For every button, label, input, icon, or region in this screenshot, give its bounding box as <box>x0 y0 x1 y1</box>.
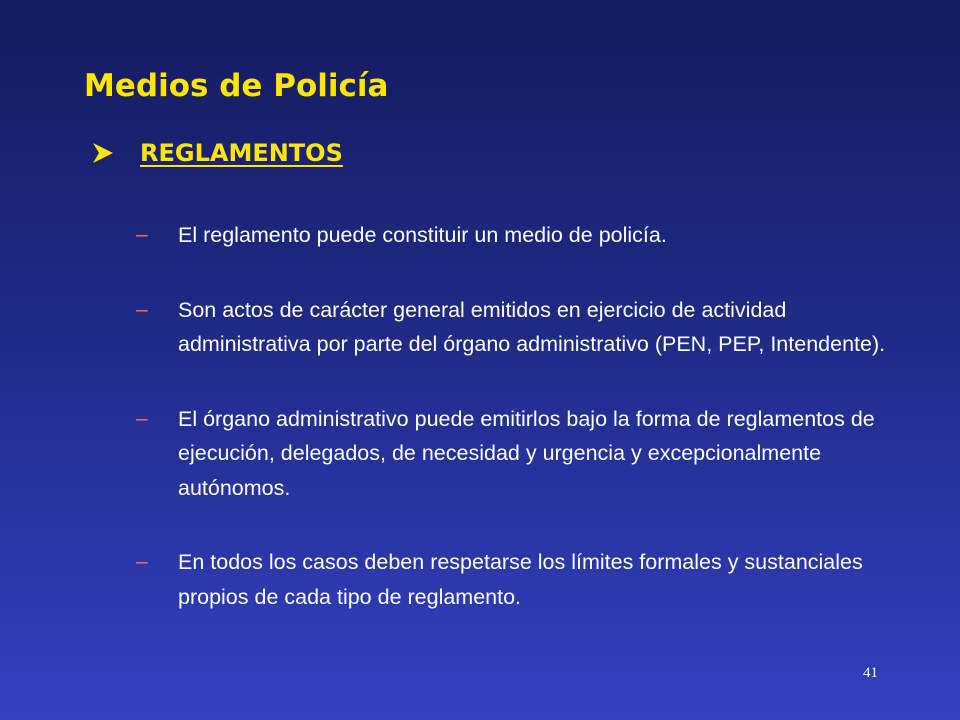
bullet-text: En todos los casos deben respetarse los límites formales y sustanciales propios de cada tipo de reglamento. <box>178 550 863 609</box>
arrow-right-icon <box>90 140 116 166</box>
bullet-list <box>136 218 896 654</box>
page-number: 41 <box>863 665 878 681</box>
bullet-dash: – <box>136 223 148 246</box>
section-heading-label: REGLAMENTOS <box>140 139 343 167</box>
slide-title: Medios de Policía <box>84 68 389 104</box>
bullet-item <box>136 218 896 253</box>
bullet-item <box>136 545 896 614</box>
bullet-dash: – <box>136 297 148 321</box>
bullet-item <box>136 402 896 506</box>
bullet-dash: – <box>136 406 148 430</box>
bullet-text: El órgano administrativo puede emitirlos bajo la forma de reglamentos de ejecución, delegados, de necesidad y urgencia y excepcionalmente autónomos. <box>178 406 875 500</box>
bullet-text: El reglamento puede constituir un medio de policía. <box>178 223 667 247</box>
bullet-item <box>136 293 896 362</box>
bullet-dash: – <box>136 550 148 573</box>
bullet-text: Son actos de carácter general emitidos en ejercicio de actividad administrativa por parte del órgano administrativo (PEN, PEP, Intendente). <box>178 297 886 356</box>
section-heading <box>90 134 343 172</box>
